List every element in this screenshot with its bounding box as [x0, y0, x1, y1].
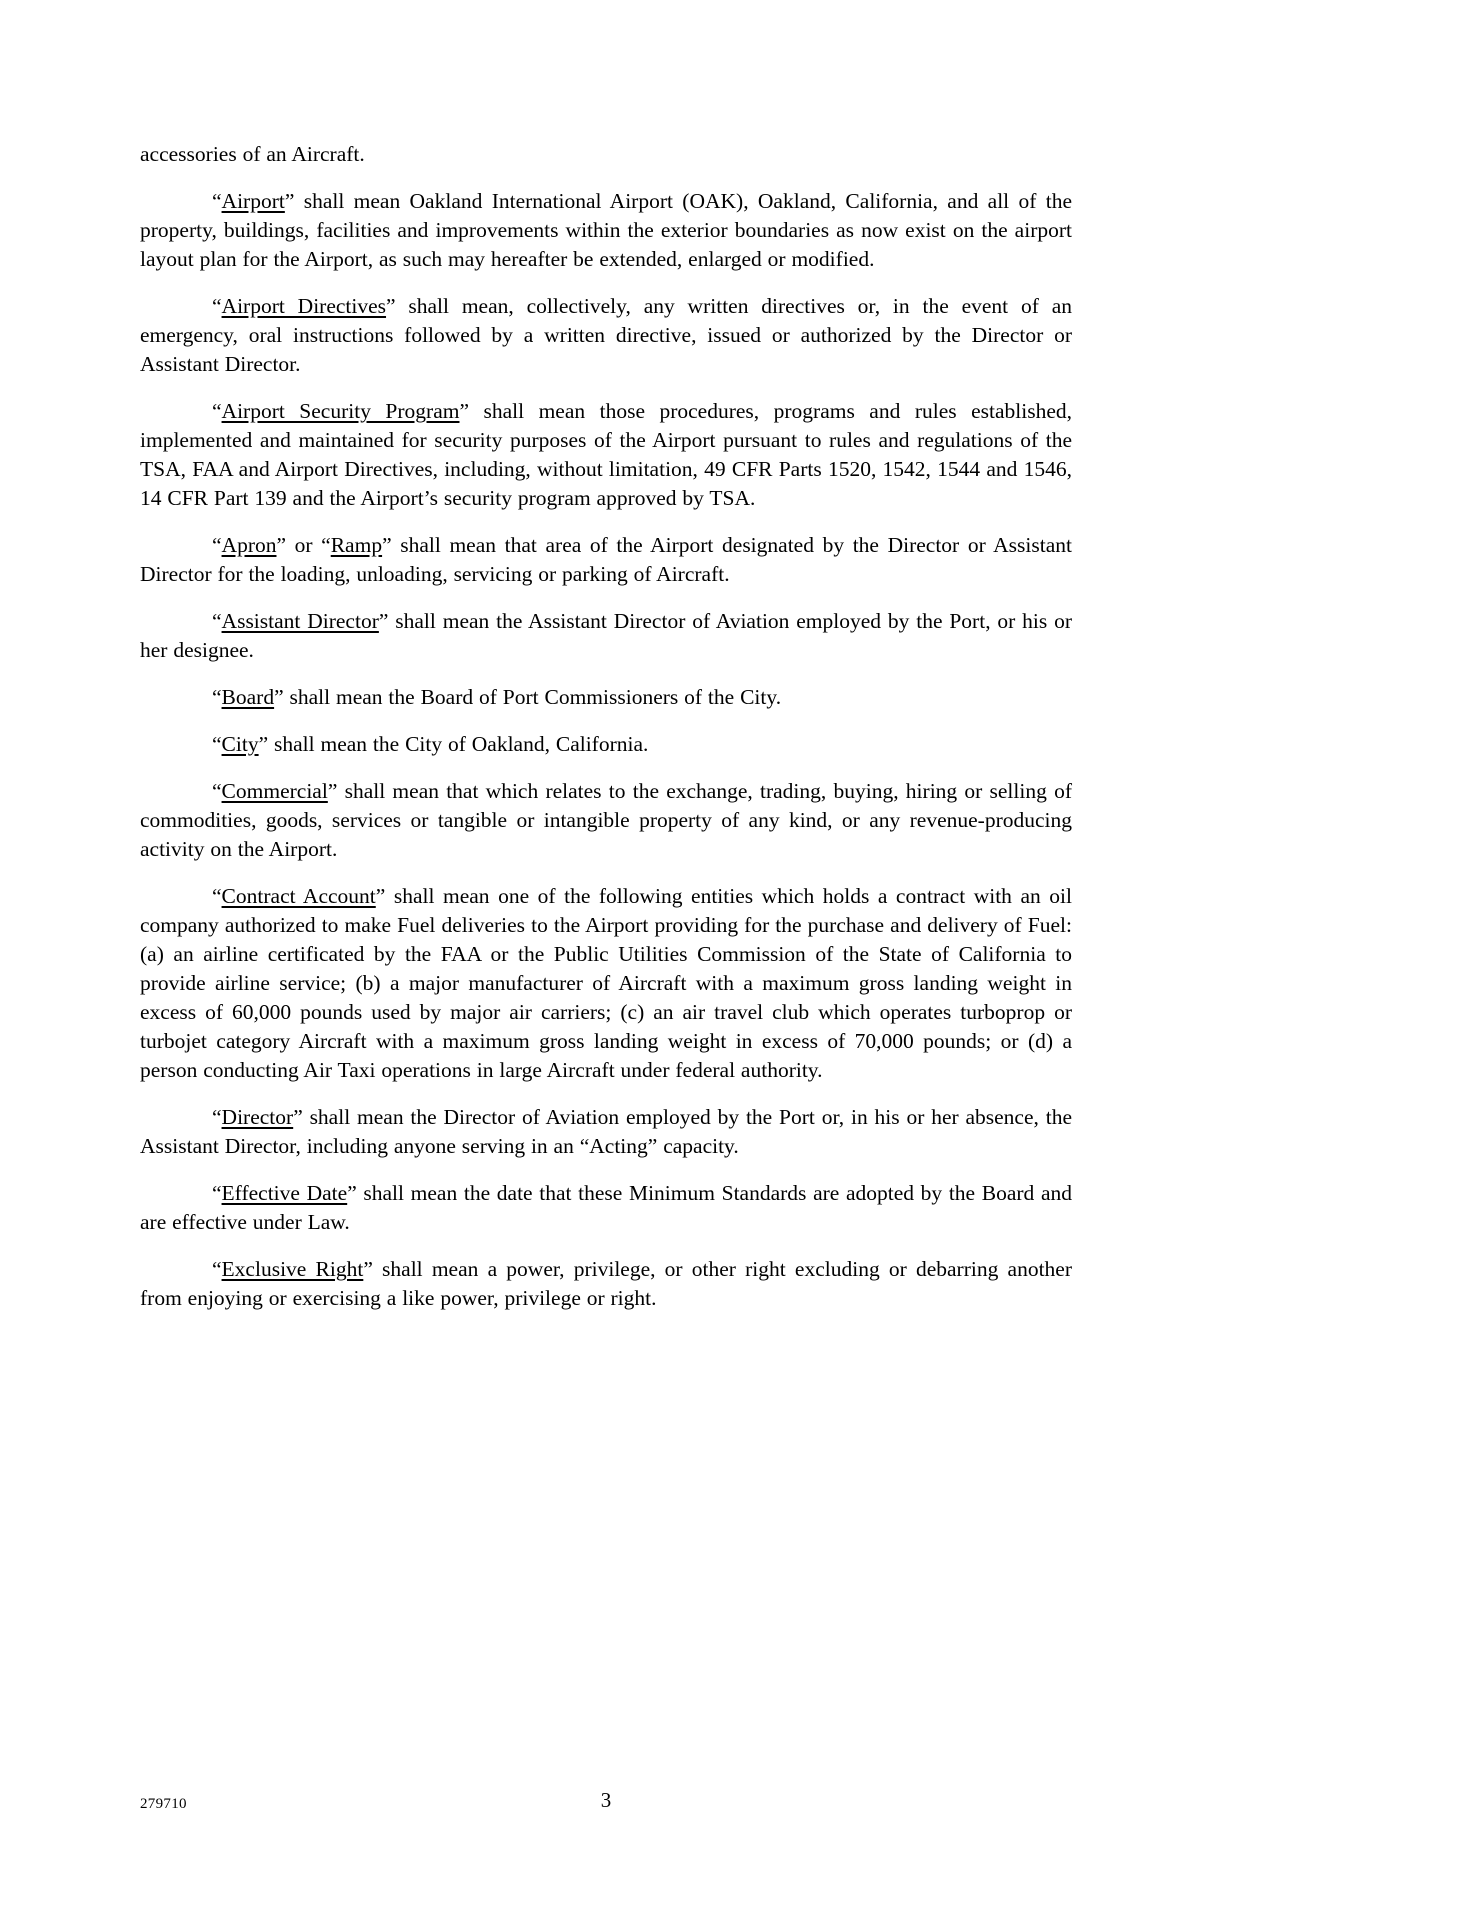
text-segment: “ [212, 294, 222, 318]
paragraph [140, 683, 1072, 712]
paragraph [140, 1179, 1072, 1237]
text-segment: ” shall mean the Director of Aviation employed by the Port or, in his or her absence, the Assistant Director, including anyone serving in an “Acting” capacity. [140, 1105, 1072, 1158]
text-segment: ” or “ [276, 533, 331, 557]
text-segment: “ [212, 685, 222, 709]
defined-term: Commercial [221, 779, 328, 803]
text-segment: “ [212, 732, 222, 756]
text-segment: “ [212, 189, 222, 213]
text-segment: “ [212, 1181, 222, 1205]
defined-term: Effective Date [221, 1181, 348, 1205]
page-footer [140, 1788, 1072, 1828]
paragraph [140, 292, 1072, 379]
paragraph [140, 397, 1072, 513]
text-segment: “ [212, 399, 222, 423]
paragraph [140, 777, 1072, 864]
text-segment: “ [212, 779, 222, 803]
defined-term: Board [221, 685, 275, 709]
text-segment: ” shall mean the Assistant Director of Aviation employed by the Port, or his or her designee. [140, 609, 1073, 662]
paragraph [140, 730, 1072, 759]
text-segment: ” shall mean the date that these Minimum Standards are adopted by the Board and are effective under Law. [140, 1181, 1072, 1234]
paragraph [140, 187, 1072, 274]
text-segment: ” shall mean one of the following entities which holds a contract with an oil company authorized to make Fuel deliveries to the Airport providing for the purchase and delivery of Fuel: (a) an airline certificated by the FAA or the Public Utilities Commission of the State of California to provide airline service; (b) a major manufacturer of Aircraft with a maximum gross landing weight in excess of 60,000 pounds used by major air carriers; (c) an air travel club which operates turboprop or turbojet category Aircraft with a maximum gross landing weight in excess of 70,000 pounds; or (d) a person conducting Air Taxi operations in large Aircraft under federal authority. [140, 884, 1072, 1082]
defined-term: Director [221, 1105, 294, 1129]
text-segment: ” shall mean the Board of Port Commissioners of the City. [274, 685, 782, 709]
text-segment: ” shall mean that area of the Airport designated by the Director or Assistant Director for the loading, unloading, servicing or parking of Aircraft. [140, 533, 1072, 586]
text-segment: ” shall mean that which relates to the exchange, trading, buying, hiring or selling of commodities, goods, services or tangible or intangible property of any kind, or any revenue-producing activity on the Airport. [140, 779, 1072, 861]
text-segment: “ [212, 884, 222, 908]
defined-term: Ramp [330, 533, 383, 557]
paragraph [140, 1255, 1072, 1313]
paragraph [140, 531, 1072, 589]
text-segment: “ [212, 1257, 222, 1281]
text-segment: ” shall mean those procedures, programs and rules established, implemented and maintained for security purposes of the Airport pursuant to rules and regulations of the TSA, FAA and Airport Directives, including, without limitation, 49 CFR Parts 1520, 1542, 1544 and 1546, 14 CFR Part 139 and the Airport’s security program approved by TSA. [140, 399, 1072, 510]
text-segment: ” shall mean Oakland International Airport (OAK), Oakland, California, and all of the property, buildings, facilities and improvements within the exterior boundaries as now exist on the airport layout plan for the Airport, as such may hereafter be extended, enlarged or modified. [140, 189, 1072, 271]
text-segment: ” shall mean, collectively, any written directives or, in the event of an emergency, oral instructions followed by a written directive, issued or authorized by the Director or Assistant Director. [140, 294, 1072, 376]
defined-term: Airport Security Program [221, 399, 460, 423]
defined-term: Exclusive Right [221, 1257, 364, 1281]
paragraph [140, 607, 1072, 665]
defined-term: Airport [221, 189, 285, 213]
document-body [140, 140, 1072, 1331]
text-segment: ” shall mean the City of Oakland, California. [258, 732, 649, 756]
paragraph [140, 882, 1072, 1085]
text-segment: “ [212, 609, 222, 633]
defined-term: Assistant Director [221, 609, 379, 633]
paragraph [140, 1103, 1072, 1161]
text-segment: accessories of an Aircraft. [140, 142, 365, 166]
paragraph [140, 140, 1072, 169]
defined-term: Apron [221, 533, 277, 557]
defined-term: City [221, 732, 259, 756]
text-segment: ” shall mean a power, privilege, or other right excluding or debarring another from enjoying or exercising a like power, privilege or right. [140, 1257, 1073, 1310]
text-segment: “ [212, 1105, 222, 1129]
text-segment: “ [212, 533, 222, 557]
defined-term: Airport Directives [221, 294, 387, 318]
page-number: 3 [600, 1788, 612, 1812]
document-number: 279710 [140, 1796, 187, 1812]
defined-term: Contract Account [221, 884, 376, 908]
